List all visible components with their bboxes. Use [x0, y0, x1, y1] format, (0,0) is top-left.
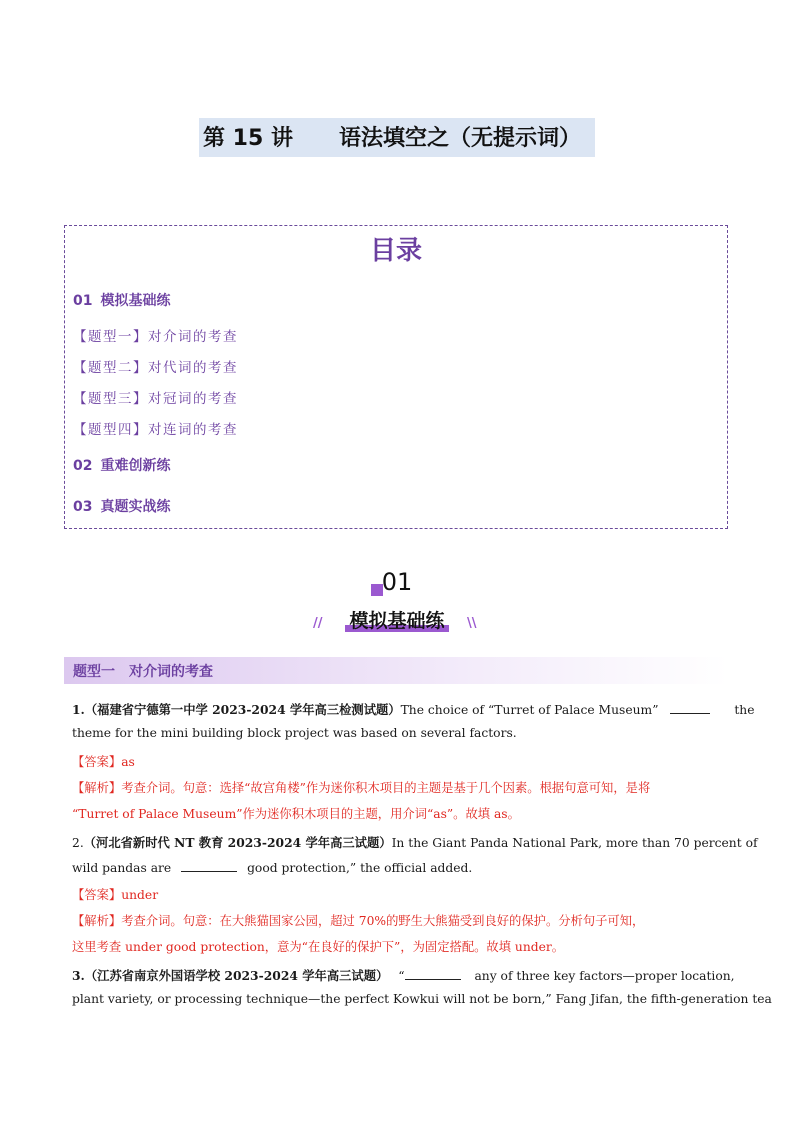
toc-heading: 目录	[369, 236, 422, 266]
question-1-line-1	[72, 700, 755, 718]
question-text: In the Giant Panda National Park, more than 70 percent of	[391, 836, 758, 850]
question-source: （河北省新时代 NT 教育 2023-2024 学年高三试题）	[83, 835, 392, 850]
toc-section-label: 模拟基础练	[100, 293, 171, 309]
question-2-answer	[72, 885, 724, 903]
lecture-number: 第 15 讲	[203, 126, 293, 151]
question-text-tail: good protection,” the official added.	[247, 861, 473, 875]
answer-label: 【答案】	[72, 888, 122, 902]
question-2-analysis-line-1	[72, 911, 724, 929]
page-title-wrap	[0, 118, 794, 157]
analysis-text: 考查介词。句意：在大熊猫国家公园，超过 70%的野生大熊猫受到良好的保护。分析句子可知，	[121, 914, 645, 928]
toc-section-label: 重难创新练	[100, 458, 171, 474]
answer-label: 【答案】	[72, 755, 122, 769]
question-number: 1.	[72, 702, 85, 717]
question-text: “	[398, 969, 405, 983]
table-of-contents	[64, 225, 728, 529]
page-title	[199, 118, 595, 157]
answer-value: under	[121, 888, 159, 902]
toc-section-02[interactable]	[73, 455, 170, 475]
toc-section-number: 03	[73, 499, 93, 515]
question-1-answer	[72, 752, 724, 770]
section-name-text: 模拟基础练	[349, 610, 445, 632]
answer-blank[interactable]	[405, 967, 461, 980]
toc-section-label: 真题实战练	[100, 499, 171, 515]
answer-blank[interactable]	[181, 859, 237, 872]
toc-item-type-3[interactable]: 【题型三】对冠词的考查	[73, 391, 238, 407]
toc-item-type-2[interactable]: 【题型二】对代词的考查	[73, 360, 238, 376]
answer-blank[interactable]	[670, 701, 710, 714]
question-text: The choice of “Turret of Palace Museum”	[400, 703, 659, 717]
question-type-bar	[64, 657, 728, 684]
analysis-label: 【解析】	[72, 781, 122, 795]
left-slash-decoration: //	[313, 616, 323, 631]
question-2-line-2	[72, 859, 724, 875]
toc-item-type-1[interactable]: 【题型一】对介词的考查	[73, 329, 238, 345]
analysis-text: 考查介词。句意：选择“故宫角楼”作为迷你积木项目的主题是基于几个因素。根据句意可知，是将	[121, 781, 651, 795]
question-number: 3.	[72, 968, 85, 983]
question-text-tail: the	[734, 703, 755, 717]
question-number: 2.	[72, 836, 84, 850]
question-1-line-2: theme for the mini building block project was based on several factors.	[72, 726, 517, 740]
section-name	[345, 606, 448, 633]
question-3-line-2: plant variety, or processing technique—the perfect Kowkui will not be born,” Fang Jifan, the fifth-generation tea	[72, 992, 772, 1006]
right-slash-decoration: \\	[467, 616, 477, 631]
question-text: wild pandas are	[72, 861, 172, 875]
lecture-topic: 语法填空之（无提示词）	[338, 126, 581, 151]
toc-section-01[interactable]	[73, 290, 170, 310]
analysis-label: 【解析】	[72, 914, 122, 928]
section-header	[0, 568, 794, 638]
toc-item-type-4[interactable]: 【题型四】对连词的考查	[73, 422, 238, 438]
section-number: 01	[381, 568, 413, 596]
section-name-wrap	[0, 606, 794, 633]
question-text-tail: any of three key factors—proper location,	[474, 969, 735, 983]
question-2-line-1	[72, 833, 758, 851]
question-3-line-1	[72, 966, 735, 984]
question-source: （福建省宁德第一中学 2023-2024 学年高三检测试题）	[84, 702, 401, 717]
question-source: （江苏省南京外国语学校 2023-2024 学年高三试题）	[84, 968, 389, 983]
toc-section-number: 01	[73, 293, 93, 309]
question-2-analysis-line-2: 这里考查 under good protection，意为“在良好的保护下”，为固定搭配。故填 under。	[72, 940, 565, 954]
answer-value: as	[121, 755, 135, 769]
question-1-analysis-line-1	[72, 778, 724, 796]
question-1-analysis-line-2: “Turret of Palace Museum”作为迷你积木项目的主题，用介词“as”。故填 as。	[72, 807, 520, 821]
toc-section-number: 02	[73, 458, 93, 474]
toc-section-03[interactable]	[73, 496, 170, 516]
question-type-label: 题型一 对介词的考查	[73, 664, 213, 680]
